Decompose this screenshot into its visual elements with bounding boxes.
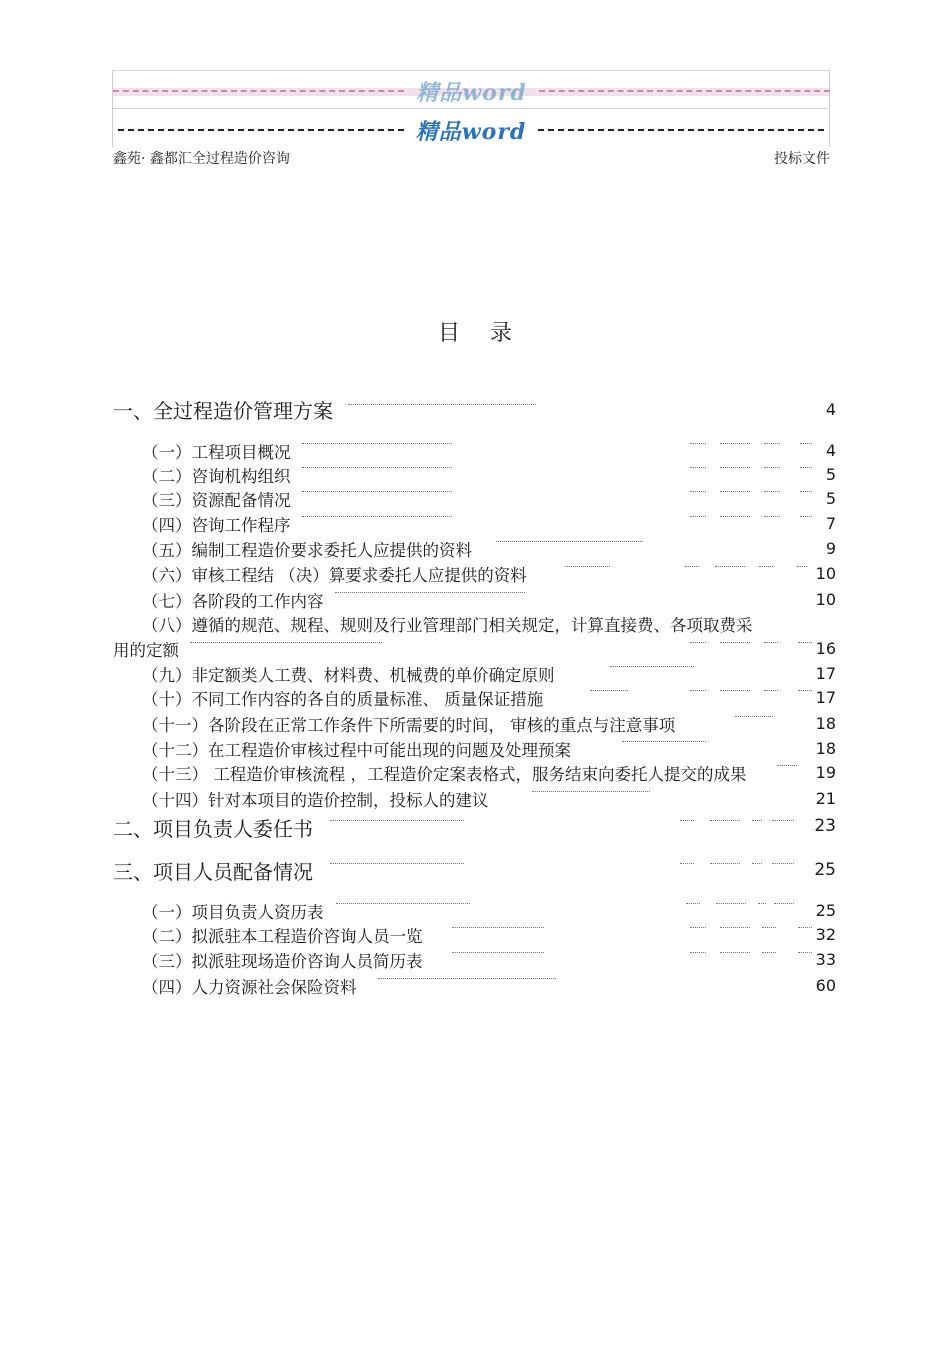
toc-page-1-5: 9 <box>825 539 836 558</box>
leader-dots <box>532 791 650 792</box>
toc-entry-1: 一、全过程造价管理方案 <box>113 399 333 423</box>
leader-dots <box>302 516 452 517</box>
leader-dots <box>622 741 706 742</box>
toc-page-3: 25 <box>814 860 836 880</box>
toc-entry-3: 三、项目人员配备情况 <box>113 860 313 884</box>
toc-page-3-2: 32 <box>815 925 836 944</box>
toc-page-1-12: 18 <box>815 739 836 758</box>
header-doc-type: 投标文件 <box>774 151 830 167</box>
toc-entry-3-2: （二）拟派驻本工程造价咨询人员一览 <box>142 927 423 946</box>
toc-entry-1-14: （十四）针对本项目的造价控制，投标人的建议 <box>142 791 489 810</box>
toc-entry-1-10: （十）不同工作内容的各自的质量标准、 质量保证措施 <box>142 690 544 709</box>
toc-page-1: 4 <box>825 400 836 419</box>
toc-entry-1-9: （九）非定额类人工费、材料费、机械费的单价确定原则 <box>142 666 555 685</box>
leader-dots <box>335 592 525 593</box>
watermark-line <box>118 115 824 145</box>
toc-entry-1-11: （十一）各阶段在正常工作条件下所需要的时间， 审核的重点与注意事项 <box>142 716 676 735</box>
leader-dots <box>302 491 452 492</box>
toc-entry-3-4: （四）人力资源社会保险资料 <box>142 978 357 997</box>
header-rule-mid <box>112 108 830 109</box>
watermark-text: 精品word <box>415 118 527 145</box>
toc-entry-2: 二、项目负责人委任书 <box>113 817 313 841</box>
toc-entry-1-6: （六）审核工程结 （决）算要求委托人应提供的资料 <box>142 566 527 585</box>
leader-dots <box>565 566 610 567</box>
toc-entry-1-8: （八）遵循的规范、规程、规则及行业管理部门相关规定，计算直接费、各项取费采 <box>142 616 753 635</box>
toc-page-1-10: 17 <box>815 688 836 707</box>
leader-dots <box>777 765 797 766</box>
toc-page-3-3: 33 <box>815 950 836 969</box>
toc-page-1-4: 7 <box>825 514 836 533</box>
dash-left <box>118 129 404 131</box>
leader-dots <box>348 404 536 405</box>
toc-page-1-6: 10 <box>815 564 836 583</box>
watermark-text-faded: 精品word <box>416 79 527 106</box>
leader-dots <box>330 863 464 864</box>
leader-dots <box>452 952 544 953</box>
leader-dots <box>302 443 452 444</box>
toc-entry-1-2: （二）咨询机构组织 <box>142 467 291 486</box>
toc-entry-1-7: （七）各阶段的工作内容 <box>142 592 324 611</box>
toc-entry-3-1: （一）项目负责人资历表 <box>142 903 324 922</box>
toc-entry-1-4: （四）咨询工作程序 <box>142 516 291 535</box>
toc-page-1-9: 17 <box>815 664 836 683</box>
toc-page-1-13: 19 <box>815 763 836 782</box>
leader-dots <box>452 927 544 928</box>
toc-page-3-1: 25 <box>815 901 836 920</box>
toc-entry-1-3: （三）资源配备情况 <box>142 491 291 510</box>
leader-dots <box>302 467 452 468</box>
toc-entry-3-3: （三）拟派驻现场造价咨询人员简历表 <box>142 952 423 971</box>
header-company: 鑫苑· 鑫都汇全过程造价咨询 <box>113 151 290 167</box>
dash-left <box>113 90 404 92</box>
leader-dots <box>590 690 628 691</box>
toc-page-1-1: 4 <box>825 441 836 460</box>
leader-dots <box>378 978 556 979</box>
leader-dots <box>735 716 773 717</box>
leader-dots <box>190 642 382 643</box>
toc-page-1-14: 21 <box>815 789 836 808</box>
leader-dots <box>336 903 470 904</box>
leader-dots <box>610 666 694 667</box>
dash-right <box>538 129 824 131</box>
toc-entry-1-5: （五）编制工程造价要求委托人应提供的资料 <box>142 541 472 560</box>
toc-entry-1-12: （十二）在工程造价审核过程中可能出现的问题及处理预案 <box>142 741 571 760</box>
dash-right <box>539 90 830 92</box>
toc-entry-1-1: （一）工程项目概况 <box>142 443 291 462</box>
toc-entry-1-13: （十三） 工程造价审核流程 ，工程造价定案表格式，服务结束向委托人提交的成果 <box>142 765 747 784</box>
toc-page-3-4: 60 <box>815 976 836 995</box>
toc-page-1-3: 5 <box>825 489 836 508</box>
watermark-line-faded <box>113 76 830 106</box>
toc-page-1-8: 16 <box>815 639 836 658</box>
toc-page-1-11: 18 <box>815 714 836 733</box>
header-rule-top <box>112 70 830 71</box>
toc-page-2: 23 <box>814 816 836 836</box>
toc-page-1-2: 5 <box>825 465 836 484</box>
leader-dots <box>496 541 643 542</box>
leader-dots <box>330 820 464 821</box>
toc-page-1-7: 10 <box>815 590 836 609</box>
toc-entry-1-8-cont: 用的定额 <box>113 641 179 660</box>
toc-title: 目录 <box>437 321 542 346</box>
